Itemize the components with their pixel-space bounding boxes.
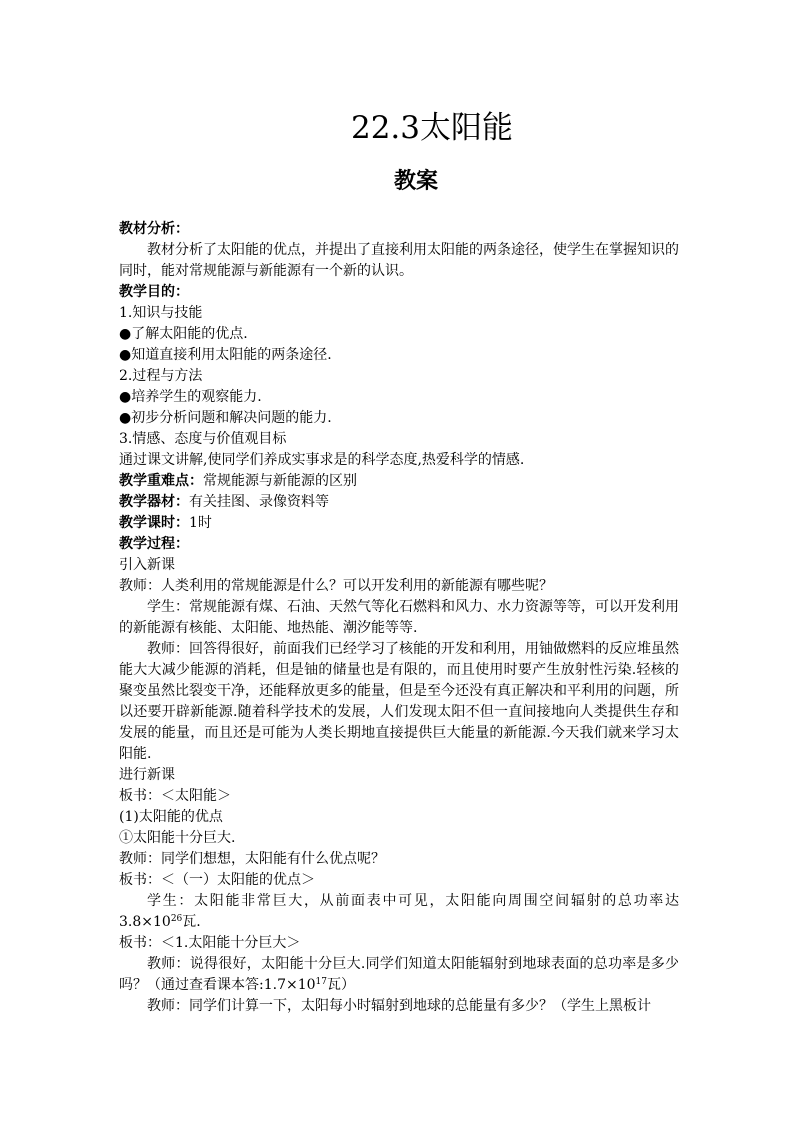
key-points-label: 教学重难点： — [119, 473, 203, 489]
process-paragraph: 教师：人类利用的常规能源是什么？可以开发利用的新能源有哪些呢？ — [119, 578, 553, 594]
text-run: 教师：说得很好，太阳能十分巨大.同学们知道太阳能辐射到地球表面的总功率是多少吗？（通过查看课本答:1.7×10 — [119, 956, 679, 993]
goal-1-title: 1.知识与技能 — [119, 305, 203, 321]
text-run: 学生：太阳能非常巨大，从前面表中可见，太阳能向周围空间辐射的总功率达 — [147, 893, 679, 909]
key-points-value: 常规能源与新能源的区别 — [203, 473, 357, 489]
goals-heading: 教学目的： — [119, 284, 189, 300]
document-subtitle: 教案 — [393, 168, 438, 194]
analysis-heading: 教材分析： — [119, 221, 189, 237]
process-paragraph: 板书：＜（一）太阳能的优点＞ — [119, 872, 315, 888]
text-run: 3.8×10 — [119, 914, 171, 930]
document-body — [119, 219, 679, 1017]
process-paragraph — [119, 954, 679, 996]
equipment-line — [119, 492, 679, 513]
document-title: 22.3太阳能 — [350, 110, 514, 146]
goal-2-item: ●培养学生的观察能力. — [119, 389, 262, 405]
process-paragraph: ①太阳能十分巨大. — [119, 830, 236, 846]
hours-label: 教学课时： — [119, 515, 189, 531]
equipment-label: 教学器材： — [119, 494, 189, 510]
process-paragraph — [119, 891, 679, 933]
exponent: 17 — [315, 977, 327, 987]
key-points-line — [119, 471, 679, 492]
equipment-value: 有关挂图、录像资料等 — [189, 494, 329, 510]
process-paragraph: 引入新课 — [119, 557, 175, 573]
goal-1-item: ●了解太阳能的优点. — [119, 326, 248, 342]
process-paragraph: 教师：同学们想想，太阳能有什么优点呢？ — [119, 851, 385, 867]
process-paragraph: 教师：回答得很好，前面我们已经学习了核能的开发和利用，用铀做燃料的反应堆虽然能大大减少能源的消耗，但是铀的储量也是有限的，而且使用时要产生放射性污染.轻核的聚变虽然比裂变干净，还能释放更多的能量，但是至今还没有真正解决和平利用的问题，所以还要开辟新能源.随着科学技术的发展，人们发现太阳不但一直间接地向人类提供生存和发展的能量，而且还是可能为人类长期地直接提供巨大能量的新能源.今天我们就来学习太阳能. — [119, 641, 679, 762]
text-run: 瓦） — [326, 977, 355, 993]
process-heading: 教学过程： — [119, 536, 189, 552]
goal-2-item: ●初步分析问题和解决问题的能力. — [119, 410, 332, 426]
text-run: 瓦. — [182, 914, 201, 930]
process-paragraph: 学生：常规能源有煤、石油、天然气等化石燃料和风力、水力资源等等，可以开发利用的新能源有核能、太阳能、地热能、潮汐能等等. — [119, 599, 679, 636]
goal-1-item: ●知道直接利用太阳能的两条途径. — [119, 347, 332, 363]
goal-3-title: 3.情感、态度与价值观目标 — [119, 431, 287, 447]
analysis-paragraph: 教材分析了太阳能的优点，并提出了直接利用太阳能的两条途径，使学生在掌握知识的同时，能对常规能源与新能源有一个新的认识。 — [119, 242, 679, 279]
hours-line — [119, 513, 679, 534]
process-paragraph: 板书：＜1.太阳能十分巨大＞ — [119, 935, 301, 951]
process-paragraph: (1)太阳能的优点 — [119, 809, 223, 825]
hours-value: 1时 — [189, 515, 212, 531]
goal-3-text: 通过课文讲解,使同学们养成实事求是的科学态度,热爱科学的情感. — [119, 452, 525, 468]
exponent: 26 — [170, 914, 183, 924]
process-paragraph: 进行新课 — [119, 767, 175, 783]
goal-2-title: 2.过程与方法 — [119, 368, 203, 384]
process-paragraph: 教师：同学们计算一下，太阳每小时辐射到地球的总能量有多少？（学生上黑板计 — [147, 998, 651, 1014]
process-paragraph: 板书：＜太阳能＞ — [119, 788, 231, 804]
